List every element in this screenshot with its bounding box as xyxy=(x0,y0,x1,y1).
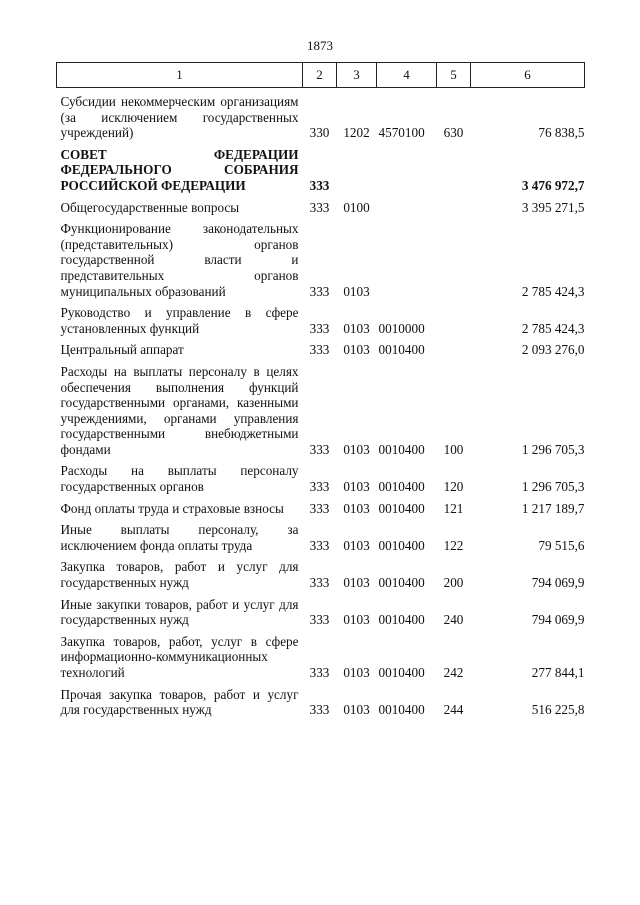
row-col-5: 200 xyxy=(443,575,464,591)
row-col-4: 0010400 xyxy=(378,441,425,457)
row-col-3: 0103 xyxy=(343,665,370,680)
row-name: Общегосударственные вопросы xyxy=(60,199,240,215)
row-name: Иные закупки товаров, работ и услуг для государственных нужд xyxy=(60,596,299,628)
row-col-3: 0103 xyxy=(343,342,370,358)
row-col-4 xyxy=(377,197,437,219)
row-col-4: 0010400 xyxy=(378,665,425,680)
table-row xyxy=(57,144,585,197)
table-row xyxy=(57,88,585,144)
row-col-4: 0010400 xyxy=(378,479,425,495)
row-name: Иные выплаты персоналу, за исключением фонда оплаты труда xyxy=(60,522,299,553)
table-row xyxy=(57,519,585,556)
row-col-4 xyxy=(377,218,437,302)
row-col-5: 100 xyxy=(443,441,464,457)
table-header xyxy=(57,63,585,88)
row-col-5: 120 xyxy=(443,479,464,495)
row-name: Закупка товаров, работ, услуг в сфере информационно-коммуникационных технологий xyxy=(60,633,299,680)
table-row xyxy=(57,460,585,497)
row-amount: 79 515,6 xyxy=(538,537,585,553)
table-row xyxy=(57,361,585,461)
row-amount: 3 395 271,5 xyxy=(521,199,585,215)
row-col-4: 0010400 xyxy=(378,500,425,516)
row-amount: 277 844,1 xyxy=(531,665,585,680)
row-col-3: 1202 xyxy=(343,125,370,141)
header-row xyxy=(57,63,585,88)
row-col-4: 0010000 xyxy=(378,320,425,336)
budget-table xyxy=(56,62,585,721)
row-col-3: 0103 xyxy=(343,612,370,628)
row-col-5: 240 xyxy=(443,612,464,628)
row-col-2: 333 xyxy=(309,320,330,336)
row-name: Функционирование законодательных (представительных) органов государственной власти и представительных органов муниципальных образований xyxy=(60,221,299,299)
row-col-2: 333 xyxy=(309,479,330,495)
table-row xyxy=(57,302,585,339)
row-amount: 2 093 276,0 xyxy=(521,342,585,358)
row-col-5 xyxy=(437,302,471,339)
row-name: Фонд оплаты труда и страховые взносы xyxy=(60,500,284,516)
row-name: СОВЕТ ФЕДЕРАЦИИ ФЕДЕРАЛЬНОГО СОБРАНИЯ РОССИЙСКОЙ ФЕДЕРАЦИИ xyxy=(60,146,299,193)
row-col-5 xyxy=(437,218,471,302)
row-col-2: 333 xyxy=(309,702,330,718)
row-col-2: 333 xyxy=(309,537,330,553)
row-col-3: 0103 xyxy=(343,500,370,516)
row-col-4: 0010400 xyxy=(378,342,425,358)
table-row xyxy=(57,339,585,361)
row-col-3: 0103 xyxy=(343,283,370,299)
row-col-2: 333 xyxy=(309,199,330,215)
header-col-3: 3 xyxy=(337,63,377,88)
row-amount: 516 225,8 xyxy=(531,702,585,718)
row-col-4: 0010400 xyxy=(378,537,425,553)
row-col-4: 0010400 xyxy=(378,702,425,718)
row-col-3: 0103 xyxy=(343,479,370,495)
row-col-3: 0103 xyxy=(343,702,370,718)
row-col-5 xyxy=(437,197,471,219)
header-col-2: 2 xyxy=(303,63,337,88)
row-amount: 1 296 705,3 xyxy=(521,441,585,457)
row-col-3: 0100 xyxy=(343,199,370,215)
table-row xyxy=(57,498,585,520)
row-col-3 xyxy=(337,144,377,197)
table-row xyxy=(57,218,585,302)
table-row xyxy=(57,684,585,721)
row-col-3: 0103 xyxy=(343,537,370,553)
row-col-3: 0103 xyxy=(343,575,370,591)
row-col-2: 333 xyxy=(309,612,330,628)
row-name: Расходы на выплаты персоналу в целях обеспечения выполнения функций государственными органами, казенными учреждениями, органами управления государственными внебюджетными фондами xyxy=(60,363,299,457)
row-col-5: 242 xyxy=(443,665,464,680)
row-col-5: 122 xyxy=(443,537,464,553)
row-col-2: 333 xyxy=(309,283,330,299)
row-amount: 794 069,9 xyxy=(531,575,585,591)
header-col-6: 6 xyxy=(471,63,585,88)
row-name: Прочая закупка товаров, работ и услуг для государственных нужд xyxy=(60,686,299,718)
row-col-2: 333 xyxy=(309,177,330,193)
row-col-5 xyxy=(437,339,471,361)
row-col-2: 333 xyxy=(309,441,330,457)
table-row xyxy=(57,631,585,684)
row-amount: 3 476 972,7 xyxy=(521,177,585,193)
row-amount: 76 838,5 xyxy=(538,125,585,141)
row-name: Субсидии некоммерческим организациям (за исключением государственных учреждений) xyxy=(60,94,299,141)
row-col-3: 0103 xyxy=(343,441,370,457)
page-number: 1873 xyxy=(307,38,333,53)
header-col-4: 4 xyxy=(377,63,437,88)
header-col-1: 1 xyxy=(57,63,303,88)
row-col-3: 0103 xyxy=(343,320,370,336)
row-name: Руководство и управление в сфере установленных функций xyxy=(60,305,299,336)
row-name: Расходы на выплаты персоналу государственных органов xyxy=(60,463,299,495)
row-amount: 1 296 705,3 xyxy=(521,479,585,495)
row-col-5 xyxy=(437,144,471,197)
row-col-4: 0010400 xyxy=(378,612,425,628)
table-body xyxy=(57,88,585,721)
row-col-2: 333 xyxy=(309,575,330,591)
row-amount: 2 785 424,3 xyxy=(521,320,585,336)
row-amount: 794 069,9 xyxy=(531,612,585,628)
table-row xyxy=(57,556,585,593)
row-name: Центральный аппарат xyxy=(60,342,184,358)
row-col-2: 333 xyxy=(309,665,330,680)
row-amount: 2 785 424,3 xyxy=(521,283,585,299)
row-name: Закупка товаров, работ и услуг для государственных нужд xyxy=(60,559,299,591)
table-row xyxy=(57,594,585,631)
row-col-4 xyxy=(377,144,437,197)
row-col-5: 244 xyxy=(443,702,464,718)
row-col-4: 0010400 xyxy=(378,575,425,591)
row-col-2: 330 xyxy=(309,125,330,141)
table-row xyxy=(57,197,585,219)
row-col-2: 333 xyxy=(309,500,330,516)
header-col-5: 5 xyxy=(437,63,471,88)
row-col-5: 630 xyxy=(443,125,464,141)
row-col-4: 4570100 xyxy=(378,125,425,141)
row-col-2: 333 xyxy=(309,342,330,358)
row-amount: 1 217 189,7 xyxy=(521,500,585,516)
row-col-5: 121 xyxy=(443,500,464,516)
